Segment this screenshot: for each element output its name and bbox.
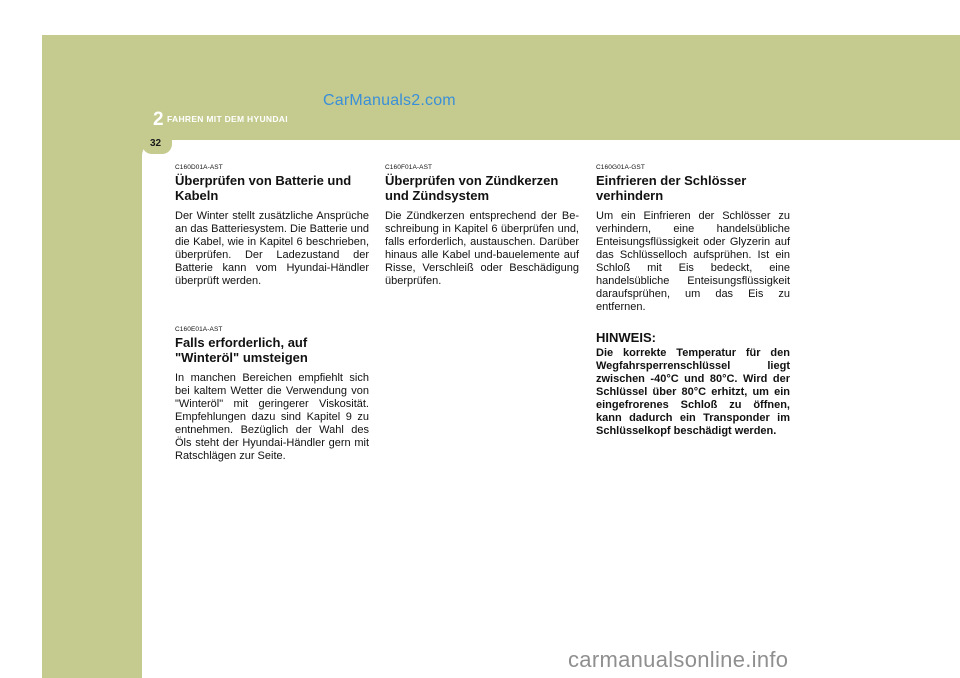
section-heading: Einfrieren der Schlösser verhindern [596,173,747,203]
section-code: C160D01A-AST [175,164,223,171]
column-3 [596,164,790,438]
section-body: Der Winter stellt zusätzliche Ansprüche an das Batteriesystem. Die Batterie und die Kabel, wie in Kapitel 6 beschrieben, überprüfen. Der Ladezustand der Batterie kann vom Hyundai-Händler überprüft werden. [175,210,369,287]
section-heading: Falls erforderlich, auf "Winteröl" umsteigen [175,335,308,365]
note-body: Die korrekte Temperatur für den Wegfahrsperrenschlüssel liegt zwischen -40°C und 80°C. Wird der Schlüssel über 80°C erhitzt, um ein eingefrorenes Schloß zu öffnen, kann dadurch ein Transponder im Schlüsselkopf beschädigt werden. [596,347,790,437]
chapter-title: FAHREN MIT DEM HYUNDAI [167,114,288,124]
column-2 [385,164,579,288]
section-code: C160F01A-AST [385,164,433,171]
note-box [596,330,790,438]
section-body: In manchen Bereichen empfiehlt sich bei kaltem Wetter die Verwendung von "Winteröl" mit geringerer Viskosität. Empfehlungen dazu sind Kapitel 9 zu entnehmen. Bezüglich der Wahl des Öls steht der Hyundai-Händler gern mit Ratschlägen zur Seite. [175,372,369,462]
section-spark-plugs [385,164,579,288]
section-body: Um ein Einfrieren der Schlösser zu verhindern, eine handelsübliche Enteisungsflüssigkeit oder Glyzerin auf das Schlüsselloch aufsprühen. Ist ein Schloß mit Eis bedeckt, eine handelsübliche Enteisungsflüssigkeit daraufsprühen, um das Eis zu entfernen. [596,210,790,313]
watermark-top[interactable]: CarManuals2.com [323,92,456,109]
note-title: HINWEIS: [596,330,656,345]
section-code: C160E01A-AST [175,326,223,333]
page-number: 32 [150,138,162,149]
chapter-number: 2 [153,109,164,130]
watermark-bottom[interactable]: carmanualsonline.info [568,647,789,672]
section-body: Die Zündkerzen entsprechend der Be-schreibung in Kapitel 6 überprüfen und, falls erforderlich, austauschen. Darüber hinaus alle Kabel und-bauelemente auf Risse, Verschleiß oder Beschädigung überprüfen. [385,210,579,287]
column-1 [175,164,369,463]
section-locks [596,164,790,314]
section-battery [175,164,369,288]
section-code: C160G01A-GST [596,164,645,171]
section-heading: Überprüfen von Zündkerzen und Zündsystem [385,173,559,203]
section-winter-oil [175,326,369,463]
section-heading: Überprüfen von Batterie und Kabeln [175,173,352,203]
